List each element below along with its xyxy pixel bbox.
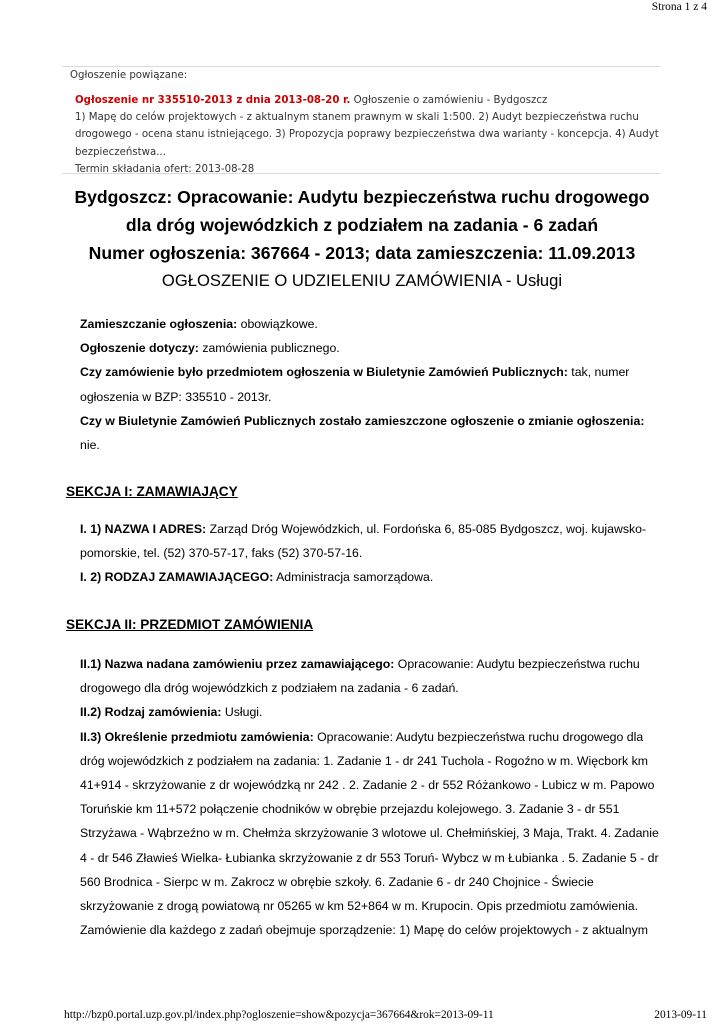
change-value: nie.: [80, 438, 100, 453]
related-notice-label: Ogłoszenie powiązane:: [70, 70, 188, 81]
order-subject-line: dróg wojewódzkich z podziałem na zadania: 1. Zadanie 1 - dr 241 Tuchola - Rogoźno w m. Więcbork km: [80, 753, 648, 768]
bzp-label: Czy zamówienie było przedmiotem ogłoszenia w Biuletynie Zamówień Publicznych:: [80, 365, 568, 380]
section-heading: SEKCJA I: ZAMAWIAJĄCY: [66, 484, 238, 499]
order-name-value-cont: drogowego dla dróg wojewódzkich z podziałem na zadania - 6 zadań.: [80, 681, 459, 696]
related-notice-line: 1) Mapę do celów projektowych - z aktualnym stanem prawnym w skali 1:500. 2) Audyt bezpieczeństwa ruchu: [75, 112, 639, 124]
order-subject-line: 41+914 - skrzyżowanie z dr wojewódzką nr 242 . 2. Zadanie 2 - dr 552 Różankowo - Lubicz w m. Papowo: [80, 778, 655, 793]
name-address-label: I. 1) NAZWA I ADRES:: [80, 522, 207, 536]
contracting-type-label: I. 2) RODZAJ ZAMAWIAJĄCEGO:: [80, 570, 274, 585]
order-name-value: Opracowanie: Audytu bezpieczeństwa ruchu: [394, 657, 640, 671]
related-notice-link[interactable]: Ogłoszenie nr 335510-2013 z dnia 2013-08-20 r.: [75, 95, 351, 106]
notice-type-line: OGŁOSZENIE O UDZIELENIU ZAMÓWIENIA - Usługi: [161, 271, 563, 290]
footer-url[interactable]: http://bzp0.portal.uzp.gov.pl/index.php?ogloszenie=show&pozycja=367664&rok=2013-09-11: [64, 1009, 494, 1021]
order-subject-label: II.3) Określenie przedmiotu zamówienia:: [80, 729, 314, 744]
related-notice-deadline: Termin składania ofert: 2013-08-28: [75, 163, 255, 175]
related-notice: [75, 92, 660, 178]
section1-body: [80, 517, 660, 590]
section2-body: [80, 652, 660, 942]
change-label: Czy w Biuletynie Zamówień Publicznych zostało zamieszczone ogłoszenie o zmianie ogłoszenia:: [80, 413, 645, 428]
order-subject-line: Toruńskie km 11+572 połączenie chodników w obrębie przejazdu kolejowego. 3. Zadanie 3 - dr 551: [80, 802, 620, 817]
title-line: dla dróg wojewódzkich z podziałem na zadania - 6 zadań: [125, 215, 599, 235]
section-heading: SEKCJA II: PRZEDMIOT ZAMÓWIENIA: [66, 617, 314, 632]
name-address-value: Zarząd Dróg Wojewódzkich, ul. Fordońska 6, 85-085 Bydgoszcz, woj. kujawsko-: [206, 522, 647, 536]
footer-date: 2013-09-11: [654, 1009, 707, 1021]
name-address-value-cont: pomorskie, tel. (52) 370-57-17, faks (52) 370-57-16.: [80, 546, 363, 561]
order-subject-value: Opracowanie: Audytu bezpieczeństwa ruchu drogowego dla: [313, 729, 644, 744]
order-kind-label: II.2) Rodzaj zamówienia:: [80, 705, 222, 720]
concerns-value: zamówienia publicznego.: [198, 341, 340, 356]
contracting-type-value: Administracja samorządowa.: [273, 570, 434, 585]
placement-label: Zamieszczanie ogłoszenia:: [80, 317, 238, 331]
order-subject-line: Zamówienie dla każdego z zadań obejmuje sporządzenie: 1) Mapę do celów projektowych - z aktualnym: [80, 923, 649, 938]
order-subject-line: Strzyżawa - Wąbrzeźno w m. Chełmża skrzyżowanie 3 wlotowe ul. Chełmińskiej, 3 Maja, Trakt. 4. Zadanie: [80, 826, 659, 841]
order-subject-line: 4 - dr 546 Zławieś Wielka- Łubianka skrzyżowanie z dr 553 Toruń- Wybcz w m Łubianka . 5. Zadanie 5 - dr: [80, 850, 659, 865]
bzp-value: tak, numer: [567, 365, 630, 380]
order-subject-line: skrzyżowanie z drogą powiatową nr 05265 w km 52+864 w m. Krupocin. Opis przedmiotu zamówienia.: [80, 899, 639, 914]
order-kind-value: Usługi.: [221, 705, 263, 720]
order-name-label: II.1) Nazwa nadana zamówieniu przez zamawiającego:: [80, 657, 395, 671]
general-info: [80, 312, 660, 457]
page-number: Strona 1 z 4: [651, 1, 707, 13]
bzp-value-cont: ogłoszenia w BZP: 335510 - 2013r.: [80, 389, 272, 404]
notice-number-line: Numer ogłoszenia: 367664 - 2013; data zamieszczenia: 11.09.2013: [88, 243, 636, 263]
related-notice-intro: Ogłoszenie o zamówieniu - Bydgoszcz: [350, 95, 548, 106]
concerns-label: Ogłoszenie dotyczy:: [80, 341, 199, 356]
notice-title: [0, 183, 724, 294]
placement-value: obowiązkowe.: [237, 317, 318, 331]
related-notice-line: bezpieczeństwa...: [75, 146, 166, 158]
title-line: Bydgoszcz: Opracowanie: Audytu bezpieczeństwa ruchu drogowego: [74, 187, 650, 207]
order-subject-line: 560 Brodnica - Sierpc w m. Zakrocz w obrębie szkoły. 6. Zadanie 6 - dr 240 Chojnice - Świecie: [80, 874, 594, 889]
related-notice-line: drogowego - ocena stanu istniejącego. 3) Propozycja poprawy bezpieczeństwa dwa warianty - koncepcja. 4) Audyt: [75, 129, 659, 141]
